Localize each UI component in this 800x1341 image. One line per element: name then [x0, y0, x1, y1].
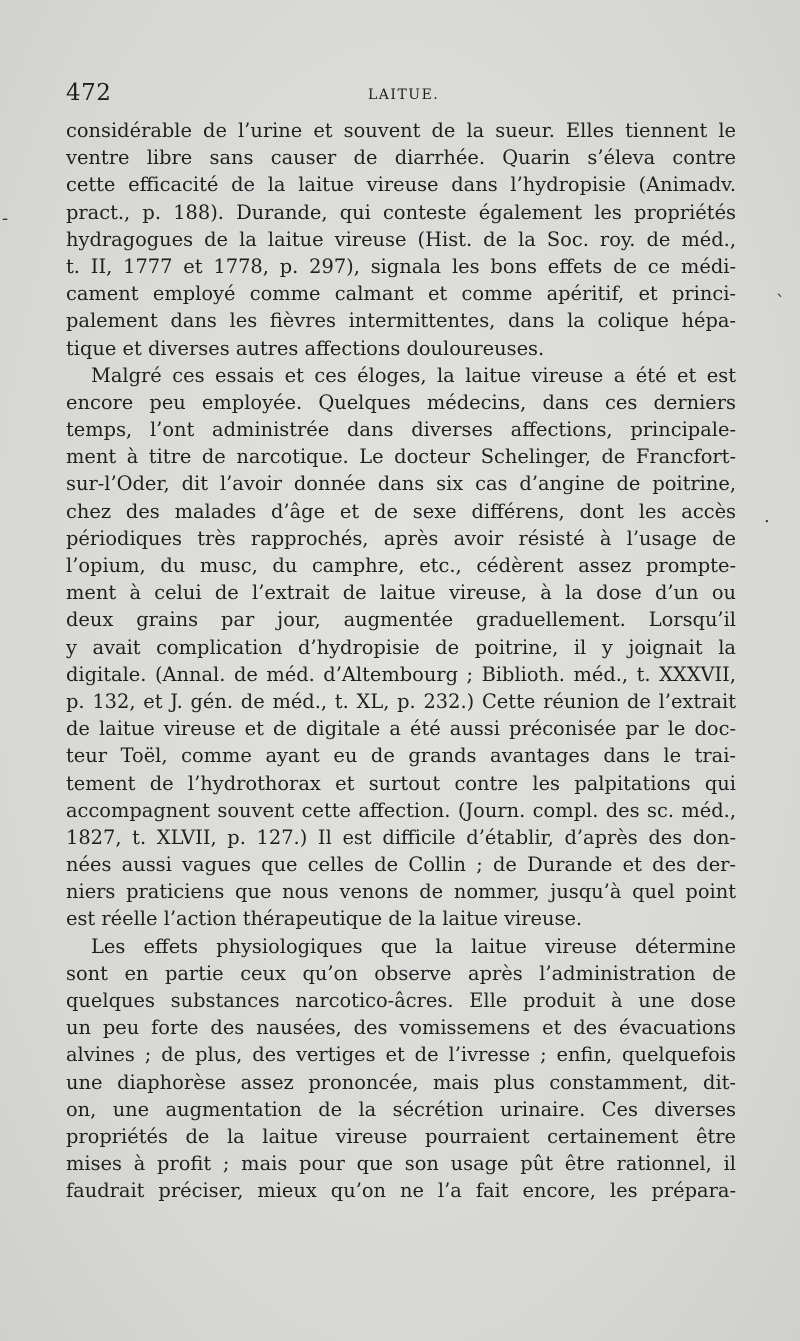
text-line: faudrait préciser, mieux qu’on ne l’a fait encore, les prépara- [66, 1179, 736, 1203]
text-line: périodiques très rapprochés, après avoir résisté à l’usage de [66, 526, 736, 550]
text-line: alvines ; de plus, des vertiges et de l’ivresse ; enfin, quelquefois [66, 1043, 736, 1067]
text-line: y avait complication d’hydropisie de poitrine, il y joignait la [66, 635, 736, 659]
text-line: mises à profit ; mais pour que son usage pût être rationnel, il [66, 1152, 736, 1176]
text-line: tement de l’hydrothorax et surtout contre les palpitations qui [66, 771, 736, 795]
margin-mark: ` [776, 292, 785, 313]
page-number: 472 [66, 80, 112, 106]
text-line: niers praticiens que nous venons de nommer, jusqu’à quel point [66, 880, 736, 904]
text-line: Les effets physiologiques que la laitue vireuse détermine [91, 934, 736, 958]
text-line: encore peu employée. Quelques médecins, dans ces derniers [66, 390, 736, 414]
text-line: sont en partie ceux qu’on observe après l’administration de [66, 961, 736, 985]
text-line: temps, l’ont administrée dans diverses affections, principale- [66, 418, 736, 442]
text-line: quelques substances narcotico-âcres. Elle produit à une dose [66, 989, 736, 1012]
text-line: deux grains par jour, augmentée graduellement. Lorsqu’il [66, 608, 736, 632]
running-title: LAITUE. [368, 87, 440, 103]
text-line: palement dans les fièvres intermittentes, dans la colique hépa- [66, 309, 736, 333]
text-line: de laitue vireuse et de digitale a été aussi préconisée par le doc- [66, 717, 736, 741]
margin-mark: . [764, 506, 770, 527]
text-line: sur-l’Oder, dit l’avoir donnée dans six cas d’angine de poitrine, [66, 472, 736, 496]
text-line: nées aussi vagues que celles de Collin ; de Durande et des der- [66, 853, 736, 877]
margin-mark: - [2, 208, 9, 229]
text-line: teur Toël, comme ayant eu de grands avantages dans le trai- [66, 744, 736, 768]
text-line: cament employé comme calmant et comme apéritif, et princi- [66, 282, 736, 306]
text-line: propriétés de la laitue vireuse pourraient certainement être [66, 1124, 736, 1148]
text-line: 1827, t. XLVII, p. 127.) Il est difficile d’établir, d’après des don- [66, 825, 736, 849]
text-line: cette efficacité de la laitue vireuse dans l’hydropisie (Animadv. [66, 173, 736, 197]
text-line: digitale. (Annal. de méd. d’Altembourg ; Biblioth. méd., t. XXXVII, [66, 662, 736, 686]
text-line: l’opium, du musc, du camphre, etc., cédèrent assez prompte- [66, 554, 736, 577]
page-header [66, 80, 736, 112]
text-line: ment à titre de narcotique. Le docteur Schelinger, de Francfort- [66, 445, 736, 469]
body-text [66, 117, 736, 1205]
text-line: pract., p. 188). Durande, qui conteste également les propriétés [66, 200, 736, 224]
text-line: on, une augmentation de la sécrétion urinaire. Ces diverses [66, 1097, 736, 1121]
text-line: une diaphorèse assez prononcée, mais plus constamment, dit- [66, 1070, 736, 1094]
text-line: t. II, 1777 et 1778, p. 297), signala les bons effets de ce médi- [66, 254, 736, 278]
text-line: ment à celui de l’extrait de laitue vireuse, à la dose d’un ou [66, 581, 736, 605]
text-line: p. 132, et J. gén. de méd., t. XL, p. 232.) Cette réunion de l’extrait [66, 689, 736, 713]
text-line: tique et diverses autres affections douloureuses. [66, 336, 545, 360]
text-line: est réelle l’action thérapeutique de la laitue vireuse. [66, 907, 583, 931]
text-line: hydragogues de la laitue vireuse (Hist. de la Soc. roy. de méd., [66, 227, 736, 251]
text-line: ventre libre sans causer de diarrhée. Quarin s’éleva contre [66, 146, 736, 170]
text-line: considérable de l’urine et souvent de la sueur. Elles tiennent le [66, 119, 736, 142]
text-line: accompagnent souvent cette affection. (Journ. compl. des sc. méd., [66, 798, 736, 822]
text-line: chez des malades d’âge et de sexe différens, dont les accès [66, 499, 736, 523]
text-line: Malgré ces essais et ces éloges, la laitue vireuse a été et est [91, 363, 736, 387]
text-line: un peu forte des nausées, des vomissemens et des évacuations [66, 1016, 736, 1040]
